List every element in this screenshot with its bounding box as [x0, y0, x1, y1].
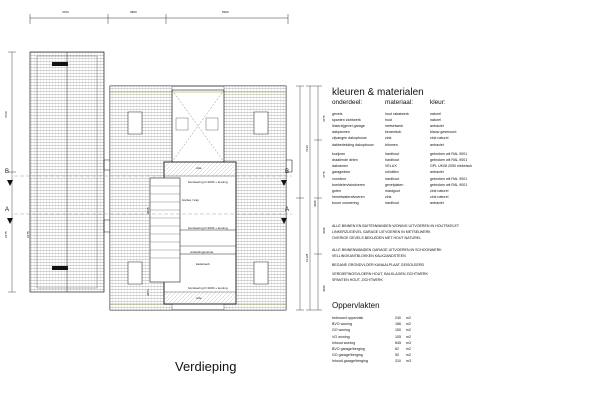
- material-type: metselwerk: [385, 124, 404, 129]
- construction-note: VERDIEPINGSVLOERN HOUT, BALKLAGEN ZICHTWERK: [332, 272, 428, 276]
- room-label-vide-bottom: vide: [196, 296, 202, 300]
- materials-heading: kleuren & materialen: [332, 87, 424, 98]
- sheet-title: Verdieping: [175, 359, 237, 374]
- left-dim-2: 2675: [4, 231, 8, 238]
- material-type: zink: [385, 194, 392, 199]
- room-label-stair: bordes / trap: [182, 198, 199, 202]
- area-value: 310: [395, 359, 401, 364]
- right-inner-dim-1: 4475: [322, 115, 326, 122]
- area-value: 105: [395, 334, 401, 339]
- area-label: GO woning: [332, 328, 350, 333]
- material-part: linkerzijgevel garage: [332, 124, 365, 129]
- material-type: hout: [385, 118, 392, 123]
- material-color: antraciet: [430, 142, 444, 147]
- material-type: bitumen: [385, 142, 398, 147]
- material-part: dakbedekking dakopbouw: [332, 142, 374, 147]
- top-dimension-line: [30, 14, 288, 24]
- construction-note: ALLE BINNENWANDEN GARAGE UITVOEREN IN SCHOONWERK: [332, 248, 442, 252]
- material-color: blauw gesmoord: [430, 130, 457, 135]
- material-part: garagedeur: [332, 170, 351, 175]
- material-part: spanten zichtwerk: [332, 118, 361, 123]
- area-unit: m2: [406, 353, 411, 358]
- material-part: dakramen: [332, 164, 348, 169]
- area-value: 186: [395, 322, 401, 327]
- inner-dim-2: 3873: [146, 289, 150, 296]
- material-part: boeidelen/windveren: [332, 182, 365, 187]
- room-label-vide-top: vide: [196, 166, 202, 170]
- material-color: zink naturel: [430, 188, 449, 193]
- material-type: hardhout: [385, 200, 400, 205]
- area-value: 240: [395, 316, 401, 320]
- area-value: 845: [395, 340, 401, 345]
- materials-col-part: onderdeel:: [332, 99, 363, 106]
- material-type: hardhout: [385, 176, 400, 181]
- material-color: naturel: [430, 112, 441, 116]
- right-inner-dim-3: 4695: [322, 227, 326, 234]
- material-part: hemelwaterafvoeren: [332, 194, 365, 199]
- material-part: dakpannen: [332, 130, 350, 135]
- left-roof-plan: [30, 52, 104, 292]
- material-color: zink naturel: [430, 194, 449, 199]
- right-outer-dim-2: 10128: [305, 253, 309, 262]
- right-dimension-lines: [296, 86, 322, 310]
- left-dim-3: 2675: [26, 231, 30, 238]
- material-type: gevelplaten: [385, 182, 404, 187]
- area-unit: m2: [406, 316, 411, 320]
- area-unit: m2: [406, 334, 411, 339]
- area-label: BVO woning: [332, 322, 352, 327]
- area-label: bebouwd oppervlak: [332, 316, 364, 320]
- material-part: buure zonwering: [332, 200, 359, 205]
- material-type: mastgoot: [385, 188, 400, 193]
- inner-dim-1: 3025: [146, 207, 150, 214]
- area-unit: m3: [406, 340, 411, 345]
- right-outer-dim-1: 7230: [305, 145, 309, 152]
- construction-note: ALLE BINNEN EN BUITENWANDEN WONING UITVOEREN IN HOUTSKELET: [332, 224, 460, 228]
- material-type: hout rabatwerk: [385, 112, 409, 116]
- material-color: gebroken wit RAL 9001: [430, 182, 468, 187]
- right-outer-dim-3: 4995: [313, 200, 317, 207]
- material-color: gebroken wit RAL 9001: [430, 158, 468, 163]
- area-label: GO garage/berging: [332, 353, 363, 358]
- material-color: gebroken wit RAL 9001: [430, 152, 468, 157]
- left-dim-1: 3720: [4, 111, 8, 118]
- right-inner-dim-2: 4775: [322, 171, 326, 178]
- construction-note: OVERIGE GEVELS BEKLEDEN MET HOUT NATUREL: [332, 236, 422, 240]
- material-color: zink naturel: [430, 136, 449, 141]
- wall-note-1: borstwering h=1000 + leuning: [188, 180, 228, 184]
- area-value: 150: [395, 328, 401, 333]
- material-type: VELUX: [385, 164, 397, 169]
- section-marker-b-left: B: [5, 169, 10, 175]
- material-type: hardhout: [385, 158, 400, 163]
- area-value: 50: [395, 353, 399, 358]
- material-part: gevels: [332, 112, 343, 116]
- wall-note-4: borstwering h=1000 + leuning: [188, 286, 228, 290]
- left-dimension-lines: [8, 52, 16, 292]
- area-unit: m2: [406, 347, 411, 351]
- materials-col-color: kleur:: [430, 99, 446, 106]
- area-unit: m2: [406, 328, 411, 333]
- section-marker-a-right: A: [285, 207, 290, 213]
- area-value: 62: [395, 347, 399, 351]
- material-type: rolluiklex: [385, 170, 399, 175]
- material-type: keramisch: [385, 130, 402, 135]
- material-type: zink: [385, 136, 392, 141]
- material-part: goten: [332, 188, 341, 193]
- top-dim-3: 5900: [222, 10, 229, 14]
- material-color: gebroken wit RAL 9001: [430, 176, 468, 181]
- construction-note: BEGANE GRONDVLOER KANAALPLAAT GEISOLEERD: [332, 263, 425, 267]
- construction-note: SPANTEN HOUT, ZICHTWERK: [332, 278, 383, 282]
- material-part: kozijnen: [332, 152, 346, 157]
- section-marker-b-right: B: [285, 169, 290, 175]
- section-marker-a-left: A: [5, 207, 10, 213]
- area-unit: m3: [406, 359, 411, 364]
- construction-note: VELLINGKANTBLOKKEN KALKZANDSTEEN: [332, 254, 406, 258]
- right-inner-dim-4: 4995: [322, 285, 326, 292]
- material-part: draaiende delen: [332, 158, 358, 163]
- wall-note-2: borstwering h=1000 + leuning: [188, 226, 228, 230]
- material-part: voordeur: [332, 176, 347, 181]
- materials-col-material: materiaal:: [385, 99, 414, 106]
- area-label: inhoud garage/berging: [332, 359, 368, 364]
- area-label: BVO garage/berging: [332, 347, 365, 351]
- material-color: antraciet: [430, 124, 444, 129]
- material-type: hardhout: [385, 152, 400, 157]
- construction-note: LINKERZIJGEVEL GARAGE UITVOEREN IN METSELWERK: [332, 230, 431, 234]
- material-color: GPL UK08 2050 elektrisch: [430, 164, 473, 169]
- area-label: inhoud woning: [332, 340, 356, 345]
- material-part: zijvangen dakopbouw: [332, 136, 367, 141]
- material-color: naturel: [430, 118, 441, 123]
- area-label: VG woning: [332, 334, 350, 339]
- top-dim-1: 4700: [62, 10, 69, 14]
- wall-note-3: kaderwerk: [196, 262, 210, 266]
- areas-heading: Oppervlakten: [332, 301, 380, 310]
- material-color: antraciet: [430, 170, 444, 175]
- material-color: antraciet: [430, 200, 444, 205]
- area-unit: m2: [406, 322, 411, 327]
- top-dim-2: 3800: [130, 10, 137, 14]
- room-label-overloop: ontsluitingsruimte: [190, 250, 214, 254]
